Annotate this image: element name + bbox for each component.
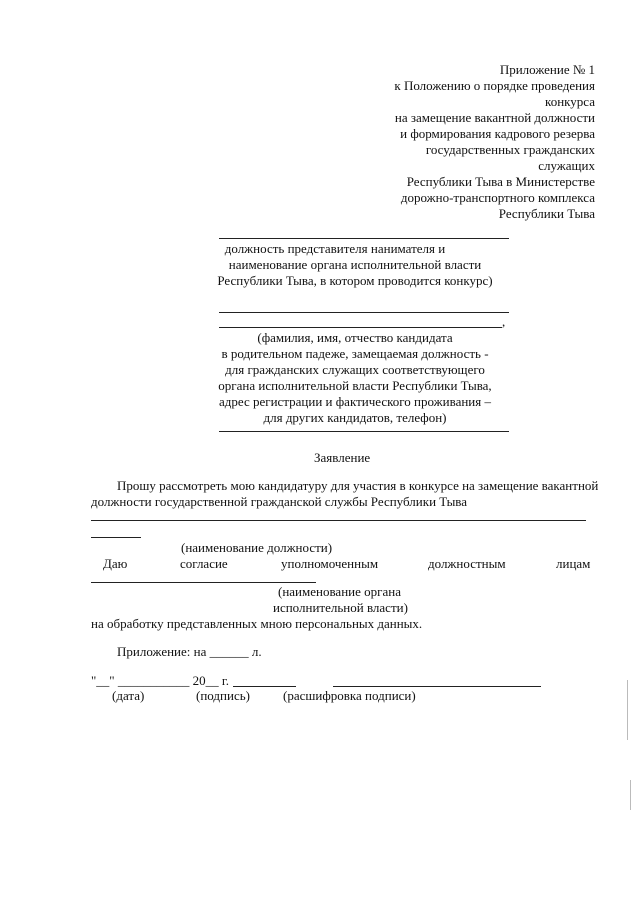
decode-caption: (расшифровка подписи) [283, 688, 416, 703]
header-line: Республики Тыва в Министерстве [406, 174, 595, 189]
date-caption: (дата) [112, 688, 145, 703]
header-line: государственных гражданских [425, 142, 595, 157]
candidate-line: органа исполнительной власти Республики Тыва, [218, 378, 492, 393]
candidate-line-1 [219, 312, 509, 313]
organ-blank-line [91, 582, 316, 583]
position-caption: (наименование должности) [181, 540, 333, 555]
header-line: на замещение вакантной должности [394, 110, 595, 125]
candidate-block [205, 330, 505, 426]
employer-line: наименование органа исполнительной власти [228, 257, 482, 272]
header-line: к Положению о порядке проведения [394, 78, 595, 93]
statement-body-line-1: Прошу рассмотреть мою кандидатуру для участия в конкурсе на замещение вакантной [117, 478, 599, 493]
header-line: и формирования кадрового резерва [400, 126, 595, 141]
scan-edge-mark [630, 780, 631, 810]
organ-caption-1: (наименование органа [278, 584, 401, 599]
consent-word: согласие [180, 556, 228, 571]
candidate-comma: , [502, 314, 506, 329]
consent-word: уполномоченным [281, 556, 379, 571]
employer-line: Республики Тыва, в котором проводится конкурс) [217, 273, 493, 288]
header-line: Республики Тыва [498, 206, 595, 221]
candidate-underline [219, 431, 509, 432]
statement-body-line-2: должности государственной гражданской службы Республики Тыва [91, 494, 468, 509]
consent-word: Даю [103, 556, 128, 571]
header-line: Приложение № 1 [499, 62, 595, 77]
position-blank-line-2 [91, 537, 141, 538]
header-block [295, 62, 595, 222]
header-line: конкурса [545, 94, 595, 109]
candidate-line: для других кандидатов, телефон) [263, 410, 447, 425]
date-signature-line: "__" ___________ 20__ г. [91, 673, 229, 688]
candidate-line: адрес регистрации и фактического проживания – [218, 394, 491, 409]
organ-caption-2: исполнительной власти) [273, 600, 408, 615]
appendix-text: Приложение: на ______ л. [117, 644, 262, 659]
candidate-line-2 [219, 327, 502, 328]
candidate-line: (фамилия, имя, отчество кандидата [257, 330, 453, 345]
scan-edge-mark [627, 680, 628, 740]
candidate-line: в родительном падеже, замещаемая должность - [221, 346, 489, 361]
signature-caption: (подпись) [196, 688, 250, 703]
employer-block [200, 241, 510, 289]
candidate-line: для гражданских служащих соответствующего [225, 362, 485, 377]
statement-title: Заявление [314, 450, 371, 465]
header-line: дорожно-транспортного комплекса [400, 190, 595, 205]
consent-word: лицам [556, 556, 591, 571]
signature-blank-line [233, 686, 296, 687]
decode-blank-line [333, 686, 541, 687]
employer-line: должность представителя нанимателя и [224, 241, 446, 256]
header-line: служащих [538, 158, 595, 173]
position-blank-line-1 [91, 520, 586, 521]
employer-underline [219, 238, 509, 239]
consent-word: должностным [428, 556, 506, 571]
processing-text: на обработку представленных мною персональных данных. [91, 616, 423, 631]
